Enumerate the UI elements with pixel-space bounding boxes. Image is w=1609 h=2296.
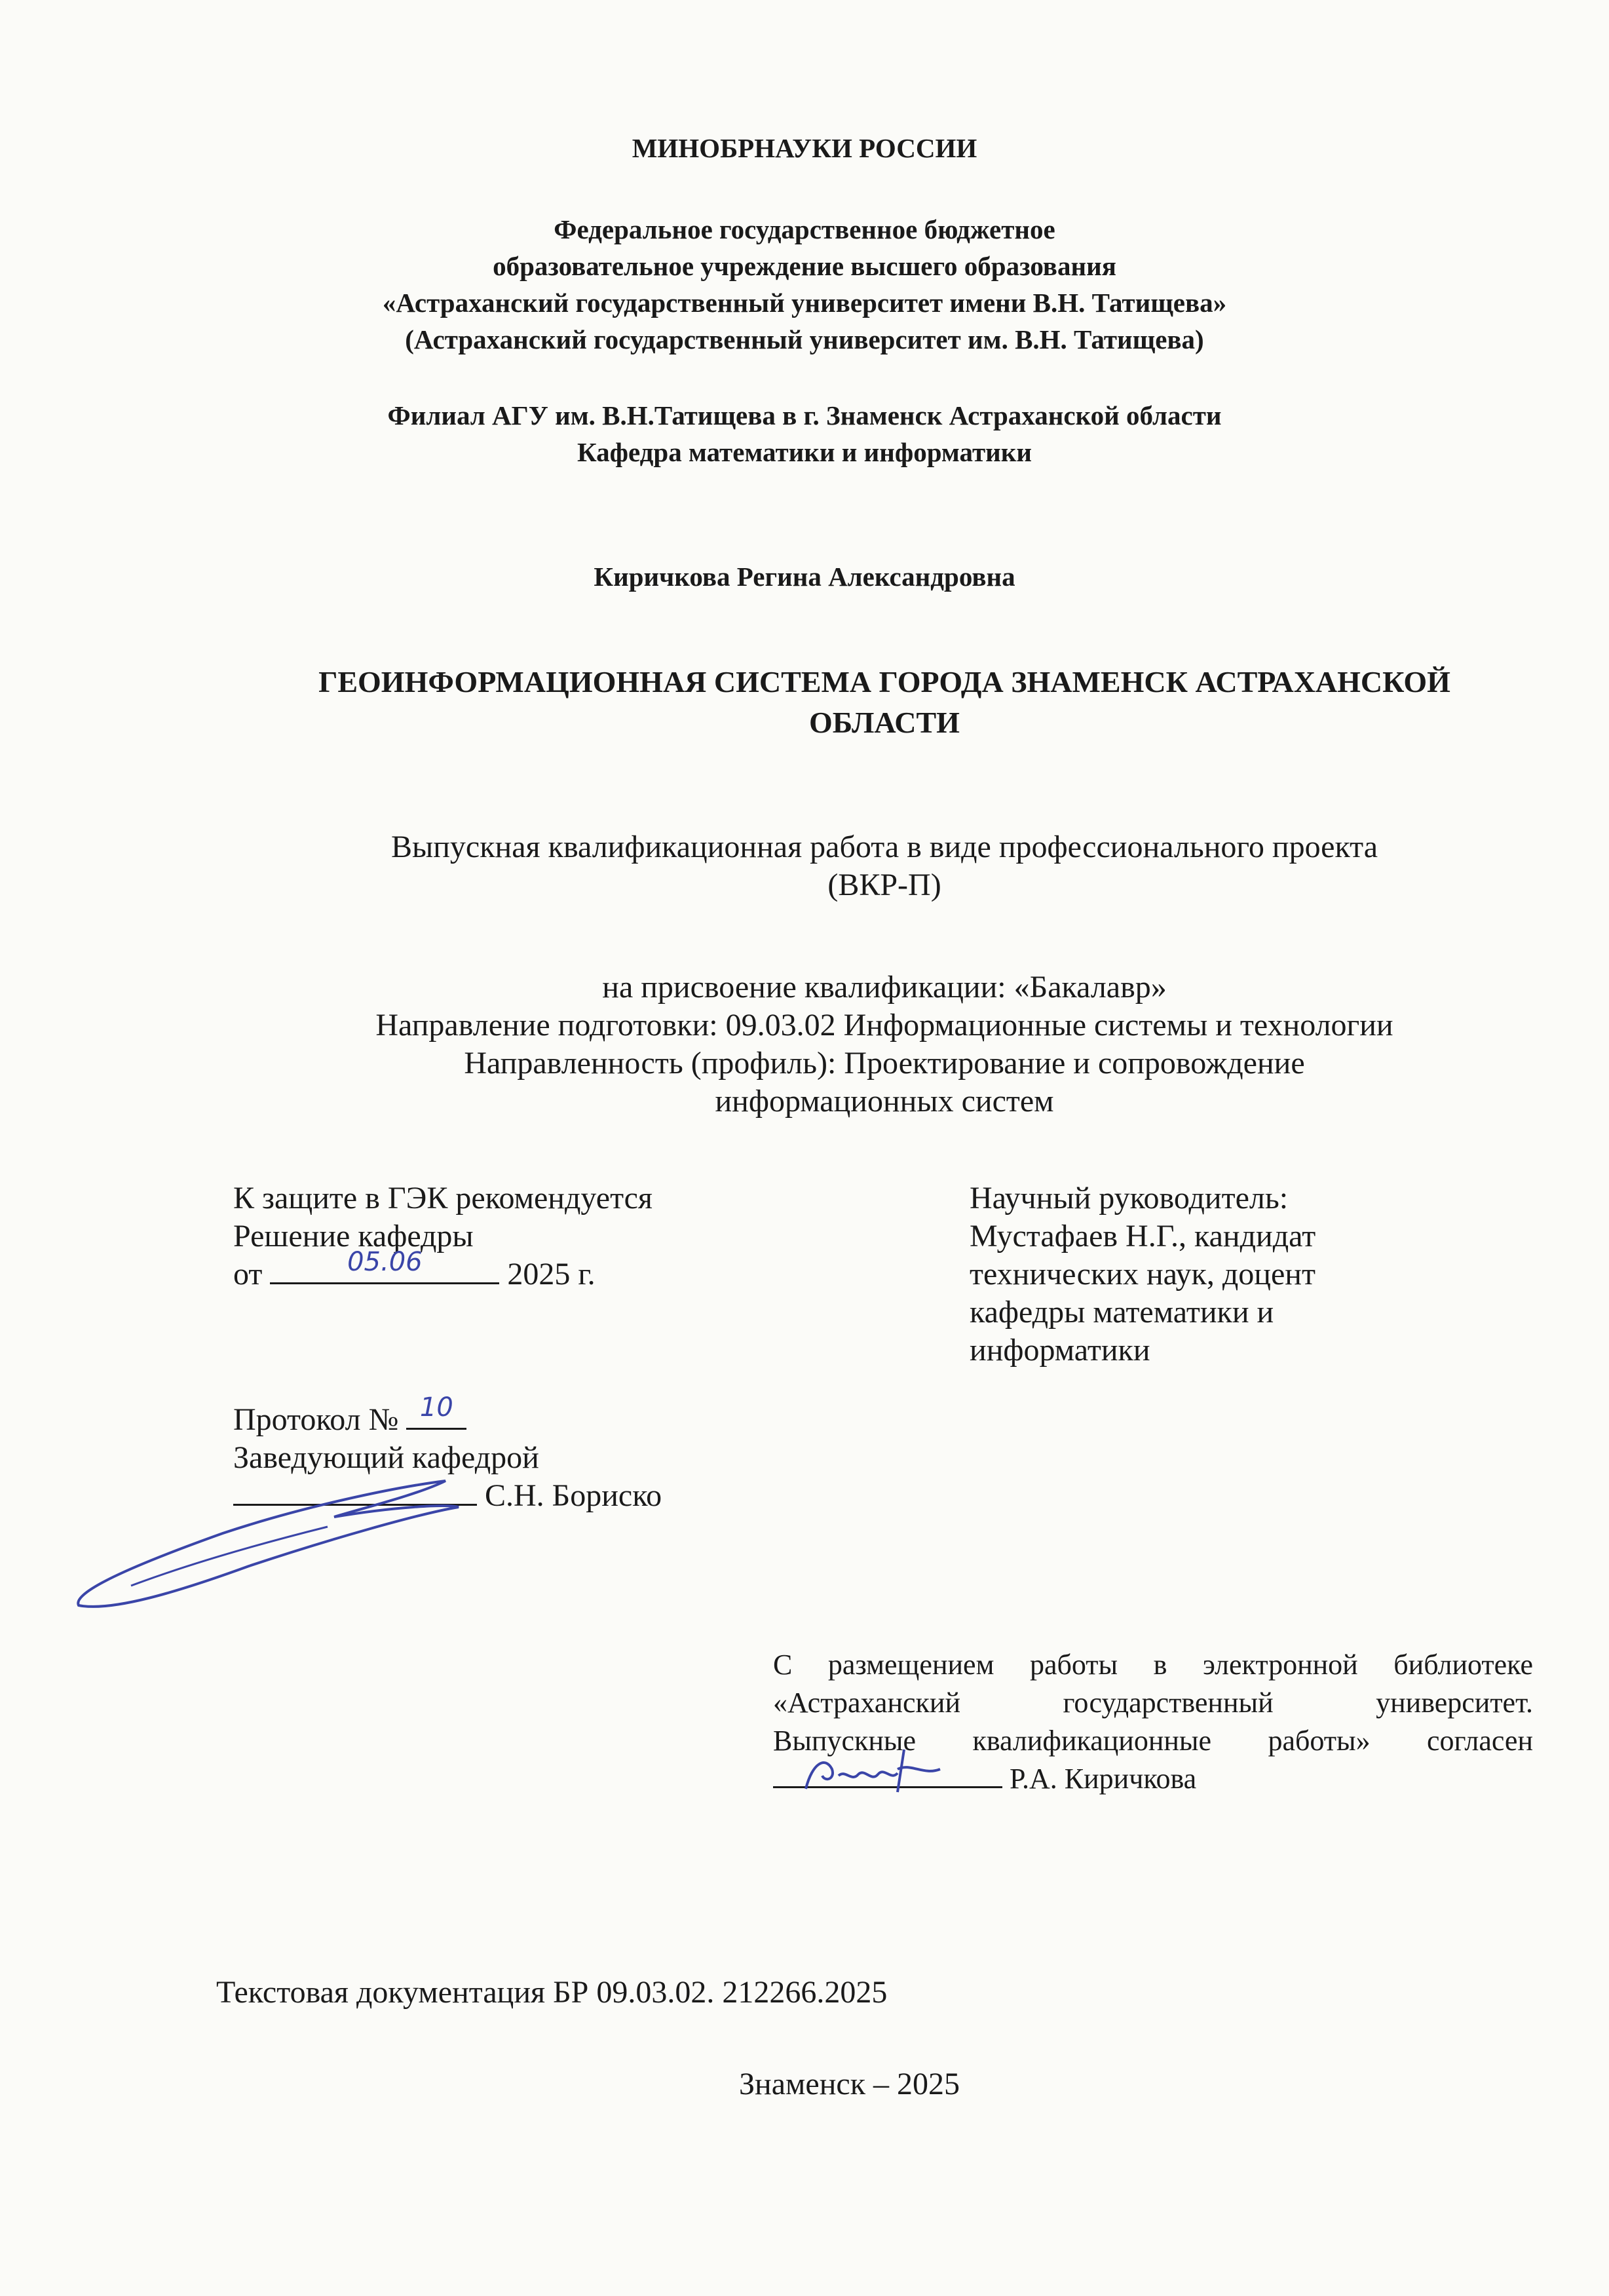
defense-recommended: К защите в ГЭК рекомендуется (233, 1181, 653, 1215)
title-line: ГЕОИНФОРМАЦИОННАЯ СИСТЕМА ГОРОДА ЗНАМЕНСК АСТРАХАНСКОЙ (318, 665, 1450, 698)
defense-block (233, 1179, 823, 1293)
year-suffix: 2025 г. (507, 1257, 596, 1292)
date-prefix: от (233, 1257, 263, 1292)
work-type-line: (ВКР-П) (827, 868, 941, 902)
student-signature-icon (799, 1743, 956, 1802)
consent-line: С размещением работы в электронной библиотеке (773, 1649, 1533, 1681)
supervisor-line: кафедры математики и (970, 1295, 1274, 1330)
work-type-line: Выпускная квалификационная работа в виде профессионального проекта (390, 830, 1378, 864)
branch-line: Филиал АГУ им. В.Н.Татищева в г. Знаменск Астраханской области (387, 400, 1222, 430)
head-name: С.Н. Бориско (485, 1478, 662, 1513)
qualification-block (197, 968, 1572, 1120)
supervisor-line: технических наук, доцент (970, 1257, 1316, 1292)
institution-block (0, 211, 1609, 358)
direction-line: Направление подготовки: 09.03.02 Информационные системы и технологии (375, 1008, 1393, 1043)
institution-line: образовательное учреждение высшего образования (493, 251, 1116, 281)
document-code: Текстовая документация БР 09.03.02. 212266.2025 (216, 1975, 888, 2010)
protocol-line (233, 1392, 823, 1439)
branch-block (0, 397, 1609, 470)
institution-line: Федеральное государственное бюджетное (554, 214, 1055, 244)
consent-name: Р.А. Киричкова (1010, 1763, 1197, 1795)
consent-line: «Астраханский государственный университет. (773, 1687, 1533, 1719)
profile-line: Направленность (профиль): Проектирование и сопровождение (464, 1046, 1305, 1081)
consent-line: Выпускные квалификационные работы» согласен (773, 1725, 1533, 1757)
defense-decision: Решение кафедры (233, 1219, 474, 1253)
work-type (197, 828, 1572, 904)
institution-line: (Астраханский государственный университет им. В.Н. Татищева) (405, 324, 1204, 354)
head-label: Заведующий кафедрой (233, 1440, 539, 1475)
city-year: Знаменск – 2025 (739, 2067, 960, 2101)
supervisor-block (970, 1179, 1494, 1369)
thesis-title (197, 662, 1572, 743)
department-line: Кафедра математики и информатики (577, 437, 1032, 467)
supervisor-line: информатики (970, 1333, 1150, 1368)
supervisor-label: Научный руководитель: (970, 1181, 1289, 1215)
protocol-prefix: Протокол № (233, 1402, 399, 1437)
handwritten-protocol-number: 10 (419, 1392, 453, 1423)
qualification-line: на присвоение квалификации: «Бакалавр» (602, 970, 1167, 1004)
head-signature-icon (52, 1468, 472, 1618)
title-line: ОБЛАСТИ (809, 706, 960, 739)
profile-line: информационных систем (715, 1084, 1054, 1119)
protocol-blank (406, 1392, 466, 1430)
author-name: Киричкова Регина Александровна (594, 562, 1015, 592)
supervisor-line: Мустафаев Н.Г., кандидат (970, 1219, 1316, 1253)
institution-line: «Астраханский государственный университет имени В.Н. Татищева» (382, 288, 1227, 318)
date-blank (270, 1247, 499, 1284)
defense-date-line (233, 1247, 823, 1293)
handwritten-date: 05.06 (347, 1247, 423, 1277)
ministry-name: МИНОБРНАУКИ РОССИИ (632, 133, 977, 163)
